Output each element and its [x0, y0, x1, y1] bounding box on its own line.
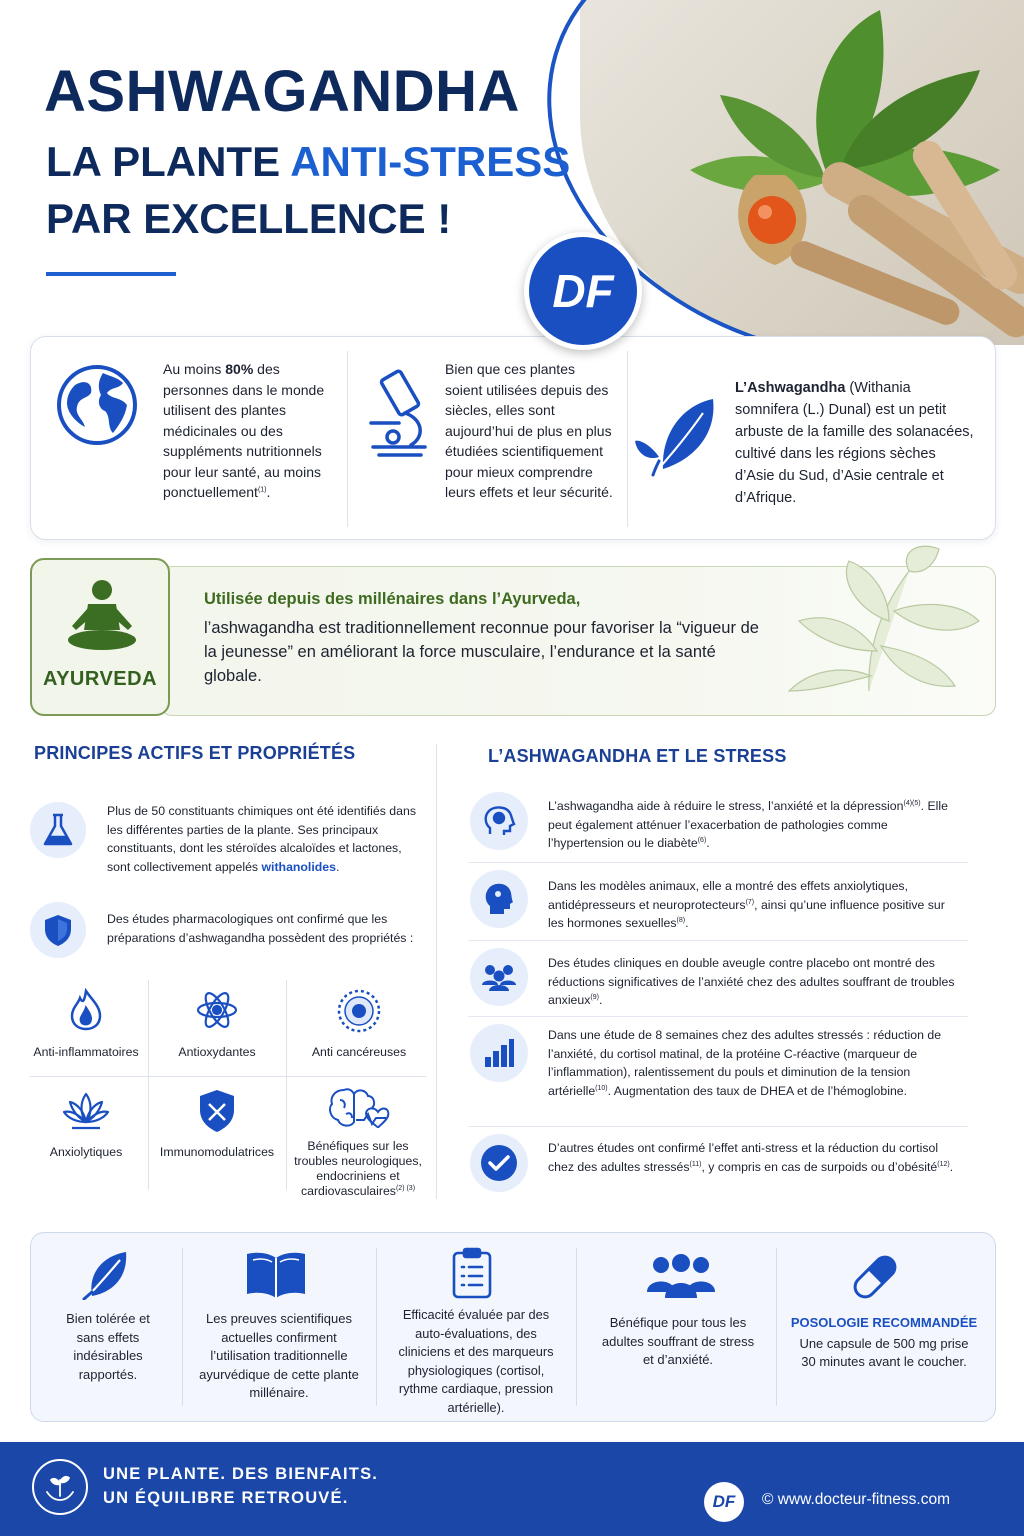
clipboard-icon: [451, 1247, 493, 1304]
plant-hands-logo-icon: [32, 1459, 88, 1515]
property-neuro-endocrine-cardio: Bénéfiques sur les troubles neurologiques, endocriniens et cardiovasculaires$^{(2) (3)}$: [288, 1084, 428, 1199]
key-point-scientific-evidence: Les preuves scientifiques actuelles confirment l’utilisation traditionnelle ayurvédique de cette plante millénaire.: [199, 1311, 359, 1400]
footer-website-link[interactable]: © www.docteur-fitness.com: [762, 1491, 951, 1508]
grid-line: [148, 980, 149, 1190]
bottom-divider: [182, 1248, 183, 1406]
ayurveda-text: l’ashwagandha est traditionnellement reconnue pour favoriser la “vigueur de la jeunesse” en améliorant la force musculaire, l’endurance et la santé globale.: [204, 619, 759, 685]
stress-item-1: L’ashwagandha aide à réduire le stress, l’anxiété et la dépression$^{(4)(5)}$. Elle peut également atténuer l’exacerbation de pathologies comme l’hypertension ou le diabète$^{(6)}$.: [548, 799, 948, 850]
grid-line: [286, 980, 287, 1190]
stress-item-2: Dans les modèles animaux, elle a montré des effets anxiolytiques, antidépresseurs et neuroprotecteurs$^{(7)}$, ainsi qu’une influence positive sur les hormones sexuelles$^{(8)}$.: [548, 879, 945, 930]
shield-icon: [197, 1088, 237, 1134]
property-immunomodulatory: Immunomodulatrices: [152, 1088, 282, 1160]
stress-divider: [468, 940, 968, 941]
principes-withanolides-text: Plus de 50 constituants chimiques ont été identifiés dans les différentes parties de la plante. Ses principaux constituants, dont les stéroïdes alcaloïdes et lactones, sont collectivement appelés withanolides.: [107, 804, 416, 874]
section-title-principes: PRINCIPES ACTIFS ET PROPRIÉTÉS: [34, 743, 356, 763]
page-subtitle-line-1: LA PLANTE ANTI-STRESS: [46, 138, 571, 185]
footer-df-logo: DF: [704, 1482, 744, 1522]
property-antioxidant: Antioxydantes: [154, 988, 280, 1060]
brain-head-icon: [470, 792, 528, 850]
bottom-divider: [576, 1248, 577, 1406]
intro-text-plant-usage: Au moins 80% des personnes dans le monde utilisent des plantes médicinales ou des suppléments nutritionnels pour leur santé, au moins ponctuellement$^{(1)}$.: [163, 361, 325, 500]
cell-icon: [336, 988, 382, 1034]
capsule-icon: [848, 1250, 902, 1309]
stress-divider: [468, 1126, 968, 1127]
stress-divider: [468, 1016, 968, 1017]
flask-icon: [30, 802, 86, 858]
brain-heart-icon: [326, 1084, 390, 1132]
property-anti-inflammatory: Anti-inflammatoires: [26, 988, 146, 1060]
intro-panel: [30, 336, 996, 540]
people-icon: [646, 1254, 716, 1305]
ayurveda-badge: [30, 558, 170, 716]
shield-icon: [30, 902, 86, 958]
page-subtitle-line-2: PAR EXCELLENCE !: [46, 195, 452, 242]
check-circle-icon: [470, 1134, 528, 1192]
atom-icon: [195, 988, 239, 1032]
meditation-icon: [62, 578, 142, 658]
dosage-title: POSOLOGIE RECOMMANDÉE: [790, 1315, 978, 1330]
ayurveda-heading: Utilisée depuis des millénaires dans l’Ayurveda,: [204, 590, 581, 608]
bar-chart-icon: [470, 1024, 528, 1082]
ayurveda-label: AYURVEDA: [42, 668, 158, 690]
column-divider: [436, 744, 437, 1199]
key-point-adult-benefit: Bénéfique pour tous les adultes souffrant de stress et d’anxiété.: [601, 1315, 755, 1367]
head-profile-icon: [470, 870, 528, 928]
book-icon: [245, 1248, 307, 1305]
intro-divider-1: [347, 351, 348, 527]
globe-icon: [55, 363, 139, 447]
bottom-divider: [776, 1248, 777, 1406]
flame-icon: [66, 988, 106, 1032]
footer-tagline-line-2: UN ÉQUILIBRE RETROUVÉ.: [103, 1489, 349, 1507]
lotus-icon: [62, 1088, 110, 1132]
leaf-icon: [80, 1250, 130, 1305]
microscope-icon: [363, 367, 435, 459]
herb-sketch-illustration: [759, 541, 989, 701]
key-point-tolerance: Bien tolérée et sans effets indésirables rapportés.: [66, 1311, 150, 1382]
stress-item-3: Des études cliniques en double aveugle contre placebo ont montré des réductions significatives de l’anxiété chez des adultes souffrant de troubles anxieux$^{(9)}$.: [548, 956, 955, 1007]
property-anxiolytic: Anxiolytiques: [26, 1088, 146, 1160]
group-icon: [470, 948, 528, 1006]
page-title: ASHWAGANDHA: [44, 59, 520, 124]
property-anti-cancer: Anti cancéreuses: [296, 988, 422, 1060]
bottom-divider: [376, 1248, 377, 1406]
intro-divider-2: [627, 351, 628, 527]
stress-divider: [468, 862, 968, 863]
leaf-icon: [633, 393, 719, 477]
stress-item-4: Dans une étude de 8 semaines chez des adultes stressés : réduction de l’anxiété, du cortisol matinal, de la protéine C-réactive (marqueur de l’inflammation), ralentissement du pouls et diminution de la tension artérielle$^{(10)}$. Augmentation des taux de DHEA et de l’hémoglobine.: [548, 1028, 942, 1098]
intro-text-scientific-study: Bien que ces plantes soient utilisées depuis des siècles, elles sont aujourd’hui de plus en plus étudiées scientifiquement pour mieux comprendre leurs effets et leur sécurité.: [445, 361, 613, 500]
footer-tagline-line-1: UNE PLANTE. DES BIENFAITS.: [103, 1465, 379, 1483]
principes-properties-intro: Des études pharmacologiques ont confirmé que les préparations d’ashwagandha possèdent des propriétés :: [107, 912, 414, 945]
dosage-block: [784, 1314, 984, 1372]
grid-line: [30, 1076, 426, 1077]
key-point-efficacy-evaluation: Efficacité évaluée par des auto-évaluations, des cliniciens et des marqueurs physiologiques (cortisol, rythme cardiaque, pression artérielle).: [398, 1307, 554, 1415]
stress-item-5: D’autres études ont confirmé l’effet anti-stress et la réduction du cortisol chez des adultes stressés$^{(11)}$, y compris en cas de surpoids ou d’obésité$^{(12)}$.: [548, 1141, 954, 1174]
intro-text-ashwagandha-definition: L’Ashwagandha (Withania somnifera (L.) Dunal) est un petit arbuste de la famille des solanacées, cultivé dans les régions sèches d’Asie du Sud, d’Asie centrale et d’Afrique.: [735, 380, 974, 506]
df-logo-badge: DF: [524, 232, 642, 350]
section-title-stress: L’ASHWAGANDHA ET LE STRESS: [488, 746, 787, 766]
title-divider: [46, 272, 176, 276]
dosage-text: Une capsule de 500 mg prise 30 minutes avant le coucher.: [799, 1335, 969, 1369]
